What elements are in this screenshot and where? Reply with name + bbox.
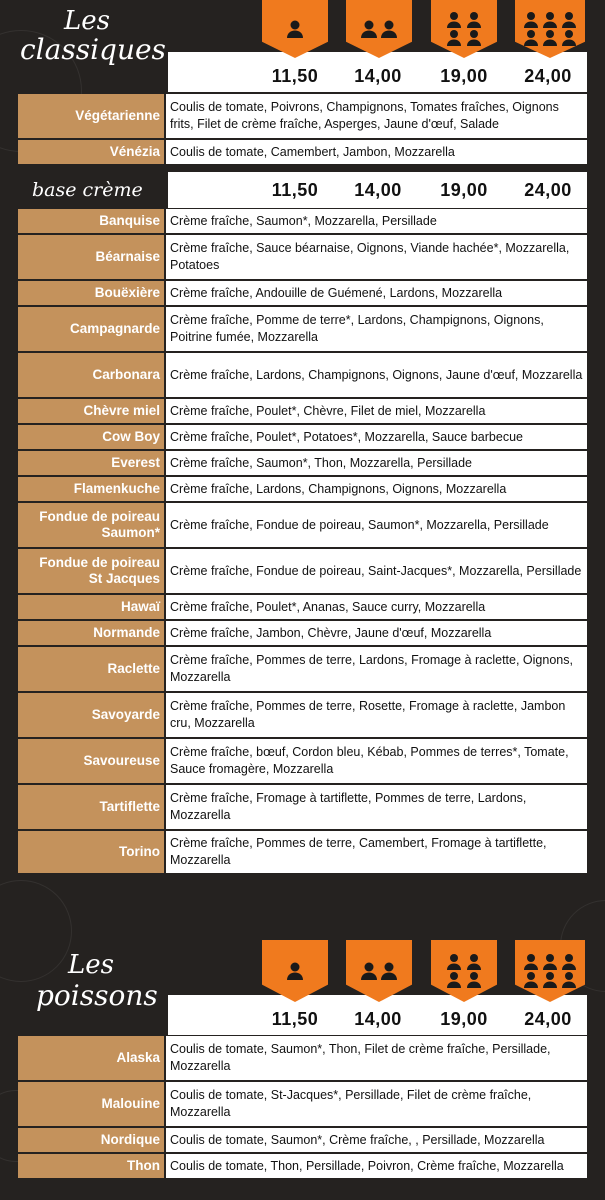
pizza-ingredients: Crème fraîche, Jambon, Chèvre, Jaune d'œuf, Mozzarella	[166, 621, 587, 645]
price-1-person: 11,50	[271, 180, 319, 200]
pizza-name: Savoureuse	[18, 739, 166, 783]
pizza-ingredients: Crème fraîche, Pommes de terre, Lardons, Fromage à raclette, Oignons, Mozzarella	[166, 647, 587, 691]
menu-row	[18, 831, 587, 875]
pizza-ingredients: Crème fraîche, Pommes de terre, Camembert, Fromage à tartiflette, Mozzarella	[166, 831, 587, 873]
person-6-icon	[521, 953, 579, 989]
menu-table-classiques	[18, 94, 587, 166]
pizza-name: Fondue de poireau St Jacques	[18, 549, 166, 593]
title-line: Les	[68, 950, 114, 980]
pizza-name: Savoyarde	[18, 693, 166, 737]
menu-row	[18, 425, 587, 451]
menu-row	[18, 140, 587, 166]
size-tab-1	[262, 940, 328, 1002]
menu-row	[18, 739, 587, 785]
price-6-persons: 24,00	[524, 1009, 572, 1029]
pizza-name: Campagnarde	[18, 307, 166, 351]
menu-row	[18, 1036, 587, 1082]
size-tab-4	[431, 940, 497, 1002]
pizza-name: Malouine	[18, 1082, 166, 1126]
person-1-icon	[285, 19, 305, 39]
price-header	[168, 52, 587, 92]
pizza-ingredients: Crème fraîche, Fondue de poireau, Saint-Jacques*, Mozzarella, Persillade	[166, 549, 587, 593]
person-2-icon	[359, 19, 399, 39]
pizza-name: Thon	[18, 1154, 166, 1178]
menu-row	[18, 1128, 587, 1154]
pizza-ingredients: Coulis de tomate, Saumon*, Crème fraîche, , Persillade, Mozzarella	[166, 1128, 587, 1152]
pizza-ingredients: Coulis de tomate, Thon, Persillade, Poivron, Crème fraîche, Mozzarella	[166, 1154, 587, 1178]
pizza-ingredients: Crème fraîche, Lardons, Champignons, Oignons, Mozzarella	[166, 477, 587, 501]
pizza-ingredients: Crème fraîche, Saumon*, Mozzarella, Persillade	[166, 209, 587, 233]
pizza-ingredients: Crème fraîche, Sauce béarnaise, Oignons, Viande hachée*, Mozzarella, Potatoes	[166, 235, 587, 279]
pizza-name: Vénézia	[18, 140, 166, 164]
menu-row	[18, 595, 587, 621]
menu-row	[18, 235, 587, 281]
person-2-icon	[359, 961, 399, 981]
menu-row	[18, 451, 587, 477]
pizza-ingredients: Crème fraîche, Poulet*, Potatoes*, Mozzarella, Sauce barbecue	[166, 425, 587, 449]
pizza-ingredients: Coulis de tomate, Saumon*, Thon, Filet de crème fraîche, Persillade, Mozzarella	[166, 1036, 587, 1080]
menu-row	[18, 209, 587, 235]
menu-row	[18, 1082, 587, 1128]
menu-row	[18, 281, 587, 307]
pizza-ingredients: Crème fraîche, Lardons, Champignons, Oignons, Jaune d'œuf, Mozzarella	[166, 353, 587, 397]
menu-row	[18, 1154, 587, 1180]
menu-row	[18, 94, 587, 140]
menu-row	[18, 503, 587, 549]
price-1-person: 11,50	[271, 1009, 319, 1029]
pizza-ingredients: Crème fraîche, Fondue de poireau, Saumon*, Mozzarella, Persillade	[166, 503, 587, 547]
menu-row	[18, 307, 587, 353]
size-tab-2	[346, 940, 412, 1002]
person-1-icon	[285, 961, 305, 981]
menu-row	[18, 647, 587, 693]
pizza-ingredients: Crème fraîche, bœuf, Cordon bleu, Kébab, Pommes de terres*, Tomate, Sauce fromagère, Mozzarella	[166, 739, 587, 783]
pizza-name: Carbonara	[18, 353, 166, 397]
title-line: classiques	[20, 33, 166, 66]
pizza-ingredients: Coulis de tomate, St-Jacques*, Persillade, Filet de crème fraîche, Mozzarella	[166, 1082, 587, 1126]
pizza-name: Banquise	[18, 209, 166, 233]
pizza-name: Chèvre miel	[18, 399, 166, 423]
menu-row	[18, 477, 587, 503]
pizza-ingredients: Crème fraîche, Fromage à tartiflette, Pommes de terre, Lardons, Mozzarella	[166, 785, 587, 829]
title-line: poissons	[36, 979, 158, 1012]
pizza-name: Fondue de poireau Saumon*	[18, 503, 166, 547]
menu-row	[18, 353, 587, 399]
price-4-persons: 19,00	[440, 1009, 488, 1029]
pizza-name: Végétarienne	[18, 94, 166, 138]
pizza-name: Cow Boy	[18, 425, 166, 449]
size-tab-4	[431, 0, 497, 58]
pizza-ingredients: Crème fraîche, Poulet*, Ananas, Sauce curry, Mozzarella	[166, 595, 587, 619]
pizza-ingredients: Crème fraîche, Pommes de terre, Rosette, Fromage à raclette, Jambon cru, Mozzarella	[166, 693, 587, 737]
pizza-name: Hawaï	[18, 595, 166, 619]
price-4-persons: 19,00	[440, 180, 488, 200]
section-title-poissons	[36, 952, 158, 1010]
pizza-ingredients: Crème fraîche, Pomme de terre*, Lardons, Champignons, Oignons, Poitrine fumée, Mozzarella	[166, 307, 587, 351]
menu-row	[18, 785, 587, 831]
price-6-persons: 24,00	[524, 66, 572, 86]
pizza-name: Nordique	[18, 1128, 166, 1152]
price-2-persons: 14,00	[354, 66, 402, 86]
pizza-ingredients: Crème fraîche, Andouille de Guémené, Lardons, Mozzarella	[166, 281, 587, 305]
size-tab-6	[515, 0, 585, 58]
pizza-name: Flamenkuche	[18, 477, 166, 501]
pizza-name: Torino	[18, 831, 166, 873]
menu-row	[18, 621, 587, 647]
person-6-icon	[521, 11, 579, 47]
menu-table-poissons	[18, 1036, 587, 1180]
pizza-name: Everest	[18, 451, 166, 475]
pizza-name: Bouëxière	[18, 281, 166, 305]
pizza-ingredients: Coulis de tomate, Camembert, Jambon, Mozzarella	[166, 140, 587, 164]
person-4-icon	[444, 953, 484, 989]
menu-row	[18, 549, 587, 595]
section-title-classiques	[20, 8, 166, 64]
pizza-name: Tartiflette	[18, 785, 166, 829]
size-tab-1	[262, 0, 328, 58]
price-4-persons: 19,00	[440, 66, 488, 86]
size-tab-6	[515, 940, 585, 1002]
pizza-ingredients: Crème fraîche, Saumon*, Thon, Mozzarella, Persillade	[166, 451, 587, 475]
price-1-person: 11,50	[271, 66, 319, 86]
menu-row	[18, 693, 587, 739]
title-line: Les	[64, 6, 110, 36]
pizza-name: Béarnaise	[18, 235, 166, 279]
price-header	[168, 172, 587, 208]
pizza-name: Raclette	[18, 647, 166, 691]
pizza-name: Normande	[18, 621, 166, 645]
size-tab-2	[346, 0, 412, 58]
menu-table-creme	[18, 209, 587, 875]
pizza-ingredients: Crème fraîche, Poulet*, Chèvre, Filet de miel, Mozzarella	[166, 399, 587, 423]
pizza-name: Alaska	[18, 1036, 166, 1080]
menu-row	[18, 399, 587, 425]
person-4-icon	[444, 11, 484, 47]
section-title-base-creme: base crème	[18, 172, 168, 208]
price-2-persons: 14,00	[354, 1009, 402, 1029]
price-6-persons: 24,00	[524, 180, 572, 200]
price-2-persons: 14,00	[354, 180, 402, 200]
pizza-ingredients: Coulis de tomate, Poivrons, Champignons, Tomates fraîches, Oignons frits, Filet de crème fraîche, Asperges, Jaune d'œuf, Salade	[166, 94, 587, 138]
